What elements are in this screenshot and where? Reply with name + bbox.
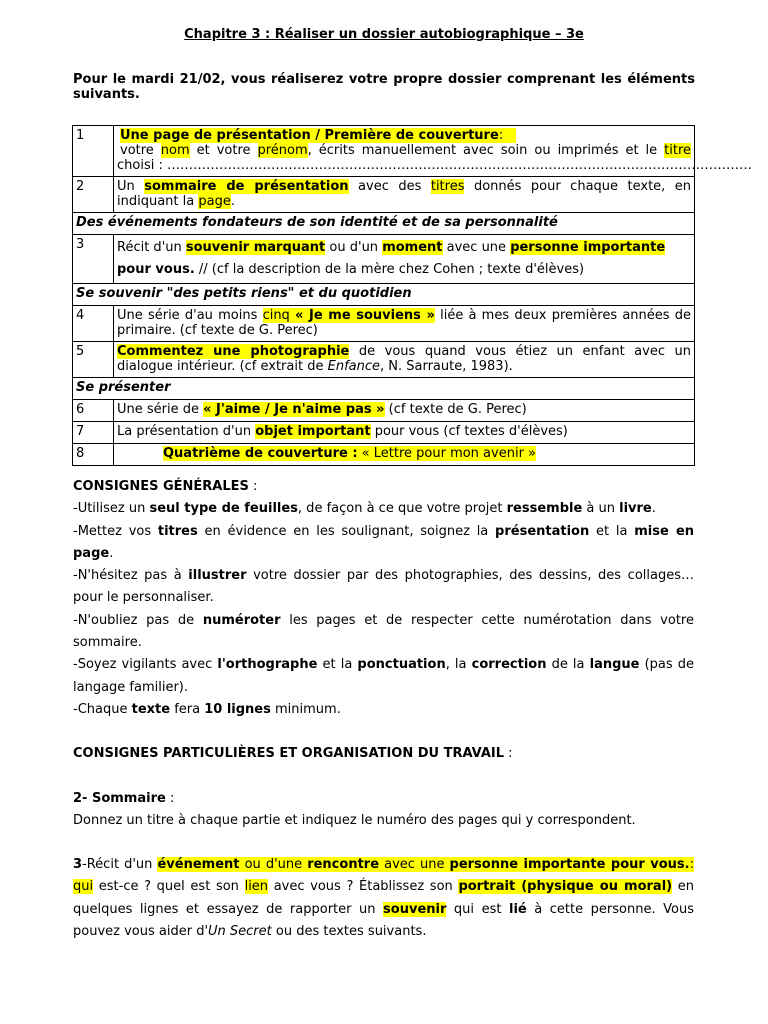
highlight-cover-page: Une page de présentation / Première de couverture [120,128,499,143]
row-number: 1 [73,126,114,177]
row-number: 2 [73,177,114,213]
highlight-personne: personne importante [510,240,666,255]
row-content: Récit d'un souvenir marquant ou d'un moment avec une personne importante pour vous. // (cf la description de la mère chez Cohen ; texte d'élèves) [114,235,695,284]
row-content: Quatrième de couverture : « Lettre pour mon avenir » [114,444,695,466]
highlight-lien: lien [244,879,269,895]
paragraph: Donnez un titre à chaque partie et indiquez le numéro des pages qui y correspondent. [73,812,636,828]
table-row [73,422,695,444]
row-content: La présentation d'un objet important pour vous (cf textes d'élèves) [114,422,695,444]
highlight-quatrieme: Quatrième de couverture : [163,446,358,461]
section-heading: CONSIGNES GÉNÉRALES : [73,479,258,494]
section-row [73,213,695,235]
list-item: -N'hésitez pas à illustrer votre dossier par des photographies, des dessins, des collages… pour le personnaliser. [73,568,694,606]
highlight-titres: titres [430,179,465,194]
row-content: Commentez une photographie de vous quand vous étiez un enfant avec un dialogue intérieur. (cf extrait de Enfance, N. Sarraute, 1983). [114,342,695,378]
row-content: Un sommaire de présentation avec des titres donnés pour chaque texte, en indiquant la page. [114,177,695,213]
highlight-objet: objet important [255,424,371,439]
section-heading: Des événements fondateurs de son identité et de sa personnalité [73,213,695,235]
highlight-je-me-souviens: « Je me souviens » [295,308,435,323]
row-number: 8 [73,444,114,466]
table-row [73,400,695,422]
highlight-qui: qui [73,879,94,895]
instructions [73,476,694,943]
table-row [73,235,695,284]
table-row [73,306,695,342]
highlight-sommaire: sommaire de présentation [144,179,349,194]
section-heading: Se souvenir "des petits riens" et du quotidien [73,284,695,306]
task-table [72,125,752,466]
list-item: -N'oubliez pas de numéroter les pages et de respecter cette numérotation dans votre sommaire. [73,612,694,651]
row-content: Une page de présentation / Première de couverture: votre nom et votre prénom, écrits manuellement avec soin ou imprimés et le titre choisi : ……………………………………………………………………………………………………………………… [114,126,695,177]
highlight-titre: titre [664,143,692,158]
page-title: Chapitre 3 : Réaliser un dossier autobiographique – 3e [184,27,584,42]
row-number: 5 [73,342,114,378]
section-row [73,378,695,400]
table-row [73,126,695,177]
list-item: -Utilisez un seul type de feuilles, de façon à ce que votre projet ressemble à un livre. [73,501,656,517]
list-item: -Soyez vigilants avec l'orthographe et la ponctuation, la correction de la langue (pas de langage familier). [73,657,694,695]
list-item: -Chaque texte fera 10 lignes minimum. [73,701,341,717]
highlight-jaime: « J'aime / Je n'aime pas » [203,402,385,417]
highlight-rencontre: rencontre [307,857,380,873]
row-number: 3 [73,235,114,284]
highlight-photographie: Commentez une photographie [117,344,350,359]
row-content: Une série d'au moins cinq « Je me souviens » liée à mes deux premières années de primaire. (cf texte de G. Perec) [114,306,695,342]
highlight-moment: moment [382,240,443,255]
highlight-personne: personne importante pour vous. [449,857,690,873]
section-row [73,284,695,306]
highlight-souvenir: souvenir [383,901,447,917]
table-row [73,342,695,378]
section-heading: Se présenter [73,378,695,400]
highlight-portrait: portrait (physique ou moral) [458,879,673,895]
table-row [73,444,695,466]
row-number: 6 [73,400,114,422]
paragraph: 3-Récit d'un événement ou d'une rencontre avec une personne importante pour vous.: qui est-ce ? quel est son lien avec vous ? Établissez son portrait (physique ou moral) en quelques lignes et essayez de rapporter un souvenir qui est lié à cette personne. Vous pouvez vous aider d'Un Secret ou des textes suivants. [73,857,694,940]
highlight-evenement: événement [157,857,240,873]
highlight-prenom: prénom [257,143,308,158]
list-item: -Mettez vos titres en évidence en les soulignant, soignez la présentation et la mise en page. [73,523,695,561]
highlight-nom: nom [160,143,190,158]
highlight-souvenir: souvenir marquant [185,240,326,255]
subsection-heading: 2- Sommaire : [73,790,175,806]
row-number: 7 [73,422,114,444]
section-heading: CONSIGNES PARTICULIÈRES ET ORGANISATION DU TRAVAIL : [73,746,513,762]
highlight-page: page [198,194,231,209]
row-content: Une série de « J'aime / Je n'aime pas » (cf texte de G. Perec) [114,400,695,422]
intro-paragraph: Pour le mardi 21/02, vous réaliserez votre propre dossier comprenant les éléments suivants. [73,72,695,102]
table-row [73,177,695,213]
row-number: 4 [73,306,114,342]
highlight-cinq: cinq [262,308,290,323]
